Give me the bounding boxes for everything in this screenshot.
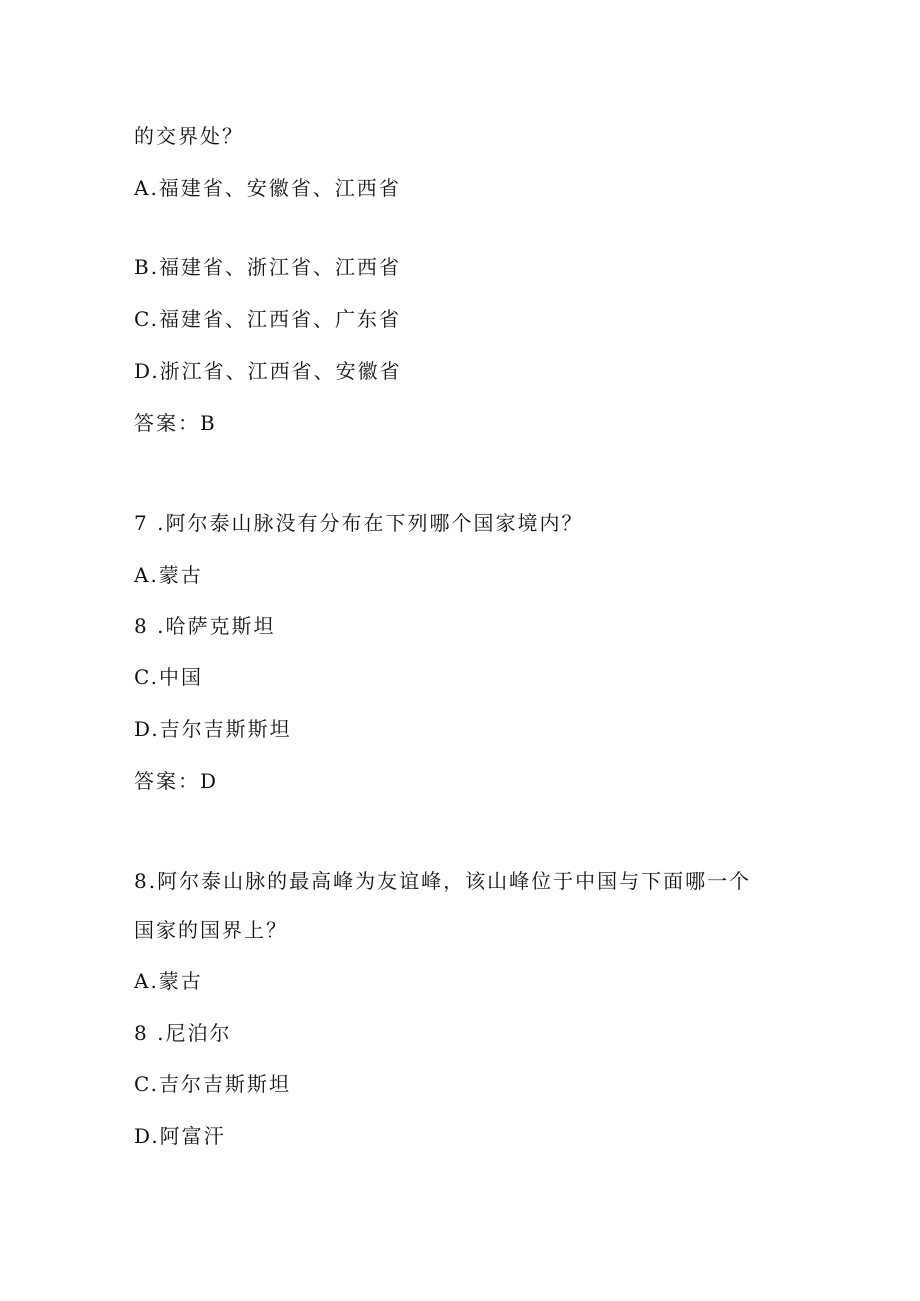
option-c: C.中国	[134, 665, 203, 689]
option-d: D.浙江省、江西省、安徽省	[134, 359, 402, 383]
answer: 答案：B	[134, 411, 217, 435]
option-b: B.福建省、浙江省、江西省	[134, 255, 402, 279]
question-6-continuation: 的交界处？	[134, 124, 244, 148]
question-7: 7 .阿尔泰山脉没有分布在下列哪个国家境内？	[134, 511, 584, 535]
option-a: A.蒙古	[134, 969, 203, 993]
option-c: C.福建省、江西省、广东省	[134, 307, 401, 331]
option-a: A.蒙古	[134, 563, 203, 587]
option-b: 8 .哈萨克斯坦	[134, 614, 276, 638]
question-8: 8.阿尔泰山脉的最高峰为友谊峰，该山峰位于中国与下面哪一个	[134, 869, 752, 893]
option-b: 8 .尼泊尔	[134, 1021, 232, 1045]
option-d: D.吉尔吉斯斯坦	[134, 717, 292, 741]
option-a: A.福建省、安徽省、江西省	[134, 176, 401, 200]
answer: 答案：D	[134, 769, 219, 793]
option-d: D.阿富汗	[134, 1124, 226, 1148]
option-c: C.吉尔吉斯斯坦	[134, 1072, 291, 1096]
question-8-continuation: 国家的国界上？	[134, 918, 288, 942]
